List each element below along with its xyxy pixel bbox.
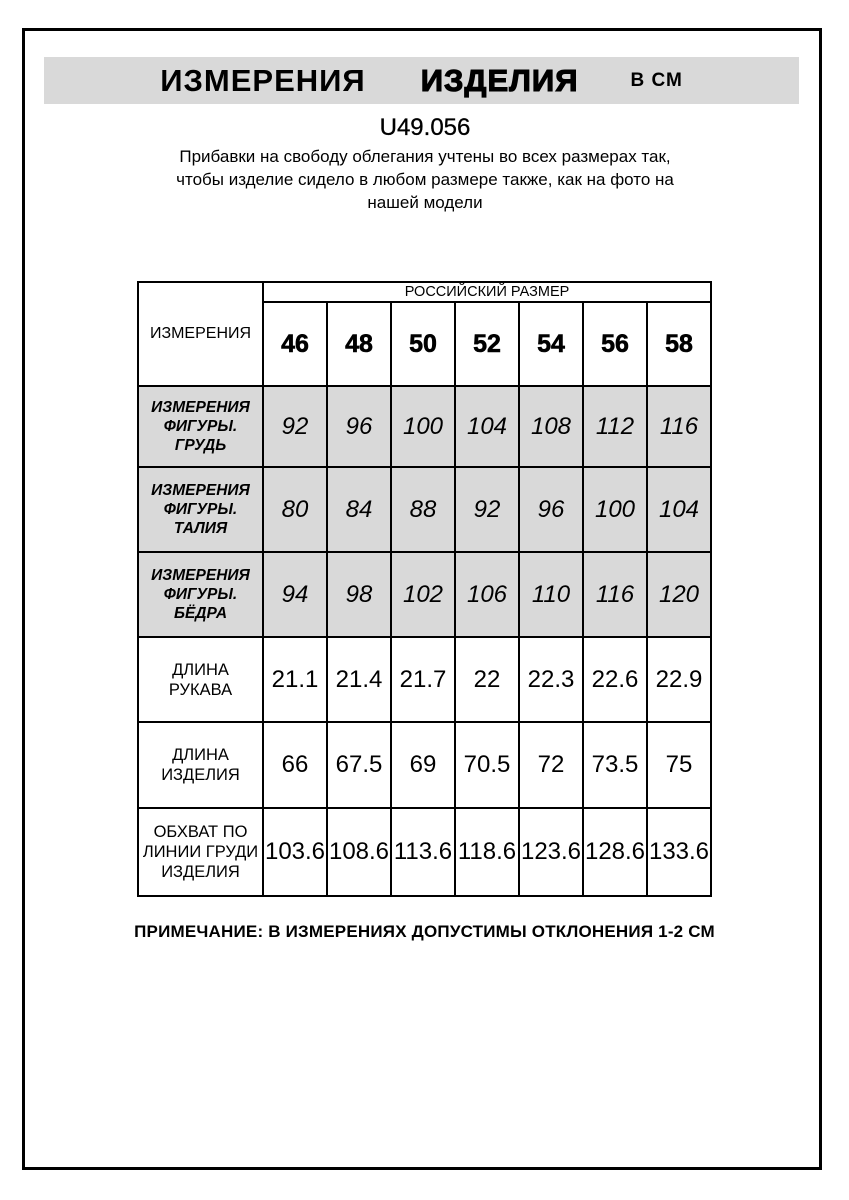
fit-description-line: чтобы изделие сидело в любом размере также, как на фото на [176, 170, 674, 189]
cell-value: 92 [263, 386, 327, 467]
cell-value: 118.6 [455, 808, 519, 896]
row-label [138, 637, 263, 722]
row-label [138, 386, 263, 467]
row-label [138, 722, 263, 808]
title-unit: В СМ [630, 69, 683, 91]
cell-value: 75 [647, 722, 711, 808]
size-column-header: 56 [583, 302, 647, 386]
cell-value: 128.6 [583, 808, 647, 896]
table-row-body-chest [138, 386, 711, 467]
row-label-line: ИЗМЕРЕНИЯ [151, 567, 250, 584]
row-label-line: ИЗДЕЛИЯ [161, 863, 240, 881]
cell-value: 22.9 [647, 637, 711, 722]
row-label-line: ИЗМЕРЕНИЯ [151, 399, 250, 416]
row-label [138, 552, 263, 637]
tolerance-note: ПРИМЕЧАНИЕ: В ИЗМЕРЕНИЯХ ДОПУСТИМЫ ОТКЛОНЕНИЯ 1-2 СМ [134, 922, 715, 941]
cell-value: 96 [327, 386, 391, 467]
cell-value: 67.5 [327, 722, 391, 808]
cell-value: 21.7 [391, 637, 455, 722]
cell-value: 106 [455, 552, 519, 637]
cell-value: 70.5 [455, 722, 519, 808]
cell-value: 69 [391, 722, 455, 808]
size-column-header: 52 [455, 302, 519, 386]
cell-value: 120 [647, 552, 711, 637]
title-banner [44, 57, 799, 104]
fit-description [75, 145, 775, 214]
table-header-row [138, 282, 711, 302]
cell-value: 21.4 [327, 637, 391, 722]
cell-value: 102 [391, 552, 455, 637]
cell-value: 113.6 [391, 808, 455, 896]
table-row-chest-girth [138, 808, 711, 896]
cell-value: 116 [583, 552, 647, 637]
cell-value: 80 [263, 467, 327, 552]
row-label-line: ДЛИНА ИЗДЕЛИЯ [161, 746, 240, 784]
cell-value: 98 [327, 552, 391, 637]
row-label-line: ОБХВАТ ПО [153, 823, 248, 841]
size-group-header: РОССИЙСКИЙ РАЗМЕР [263, 282, 711, 302]
cell-value: 84 [327, 467, 391, 552]
row-label-line: ДЛИНА РУКАВА [168, 660, 233, 699]
row-label-line: ФИГУРЫ. БЁДРА [163, 586, 238, 622]
cell-value: 133.6 [647, 808, 711, 896]
cell-value: 92 [455, 467, 519, 552]
cell-value: 104 [455, 386, 519, 467]
cell-value: 123.6 [519, 808, 583, 896]
cell-value: 103.6 [263, 808, 327, 896]
size-column-header: 54 [519, 302, 583, 386]
size-column-header: 58 [647, 302, 711, 386]
title-measurements: ИЗМЕРЕНИЯ [160, 62, 366, 98]
article-code: U49.056 [379, 114, 471, 141]
size-column-header: 46 [263, 302, 327, 386]
cell-value: 100 [391, 386, 455, 467]
size-table [137, 281, 712, 897]
cell-value: 112 [583, 386, 647, 467]
table-row-body-hips [138, 552, 711, 637]
cell-value: 88 [391, 467, 455, 552]
cell-value: 104 [647, 467, 711, 552]
cell-value: 96 [519, 467, 583, 552]
cell-value: 22.6 [583, 637, 647, 722]
row-label-line: ФИГУРЫ. ГРУДЬ [163, 418, 238, 454]
cell-value: 100 [583, 467, 647, 552]
cell-value: 94 [263, 552, 327, 637]
table-row-product-length [138, 722, 711, 808]
table-row-sleeve-length [138, 637, 711, 722]
row-label [138, 808, 263, 896]
cell-value: 22 [455, 637, 519, 722]
fit-description-line: нашей модели [367, 193, 483, 212]
row-label-line: ЛИНИИ ГРУДИ [142, 843, 259, 861]
row-label [138, 467, 263, 552]
table-row-body-waist [138, 467, 711, 552]
cell-value: 66 [263, 722, 327, 808]
cell-value: 108 [519, 386, 583, 467]
cell-value: 22.3 [519, 637, 583, 722]
size-column-header: 48 [327, 302, 391, 386]
cell-value: 21.1 [263, 637, 327, 722]
title-product: ИЗДЕЛИЯ [420, 62, 579, 98]
cell-value: 72 [519, 722, 583, 808]
row-label-line: ИЗМЕРЕНИЯ [151, 482, 250, 499]
size-column-header: 50 [391, 302, 455, 386]
cell-value: 108.6 [327, 808, 391, 896]
cell-value: 116 [647, 386, 711, 467]
cell-value: 110 [519, 552, 583, 637]
corner-header-cell: ИЗМЕРЕНИЯ [138, 282, 263, 386]
fit-description-line: Прибавки на свободу облегания учтены во всех размерах так, [179, 147, 671, 166]
row-label-line: ФИГУРЫ. ТАЛИЯ [163, 501, 238, 537]
cell-value: 73.5 [583, 722, 647, 808]
